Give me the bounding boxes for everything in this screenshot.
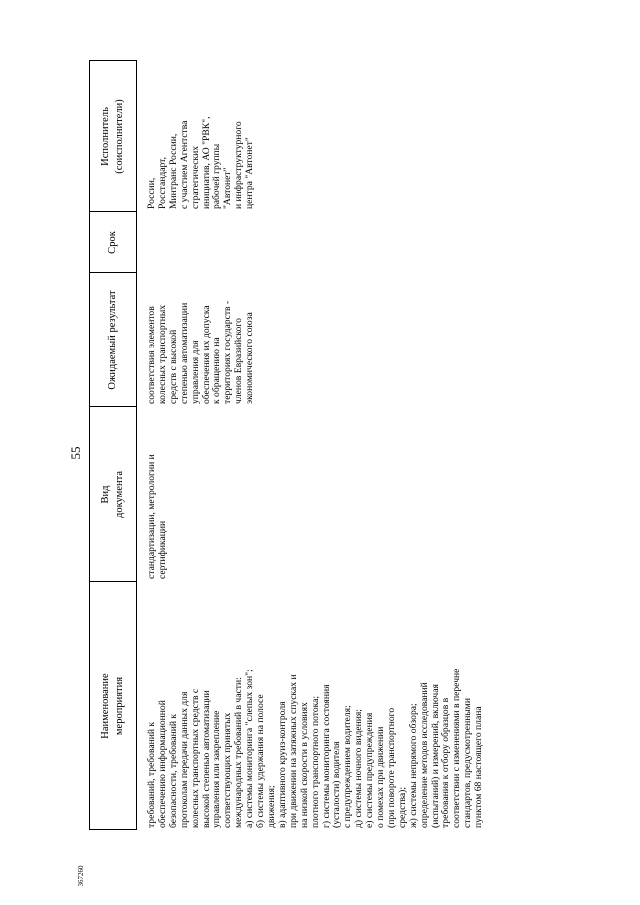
text-line: г) системы мониторинга состояния	[320, 684, 332, 828]
text-line: сертификации	[156, 520, 168, 579]
text-line: управления или закрепление	[211, 710, 223, 828]
text-line: соответствия элементов	[146, 306, 157, 404]
text-line: колесных транспортных	[156, 304, 168, 404]
text-line: о помехах при движении	[375, 726, 387, 828]
text-line: соответствующих принятых	[222, 712, 234, 828]
header-label: Наименование	[100, 673, 112, 739]
text-line: средства);	[396, 786, 408, 828]
cell-executor	[147, 62, 256, 209]
header-name-of-measure	[89, 582, 136, 830]
header-expected-result	[89, 273, 136, 407]
header-label: (соисполнители)	[113, 99, 125, 174]
text-line: ж) системы непрямого обзора;	[407, 703, 419, 828]
text-line: при движении на затяжных спусках и	[287, 674, 299, 828]
text-line: безопасности, требований к	[167, 713, 179, 828]
measures-table	[89, 60, 549, 830]
text-line: соответствии с изменениями в перечне	[451, 668, 463, 828]
text-line: (при повороте транспортного	[385, 707, 397, 828]
cell-measure-name	[147, 584, 485, 828]
text-line: территориях государств -	[222, 300, 234, 404]
text-line: требований, требований к	[146, 721, 157, 828]
text-line: требования к отбору образцов в	[440, 697, 452, 828]
header-label: Исполнитель	[100, 107, 112, 166]
header-label: Ожидаемый результат	[106, 290, 118, 390]
text-line: с участием Агентства	[178, 120, 190, 209]
header-label: мероприятия	[113, 676, 125, 736]
document-code: 367260	[77, 865, 85, 887]
text-line: д) системы ночного видения;	[353, 709, 365, 828]
text-line: средств с высокой	[167, 329, 179, 404]
text-line: стандартизации, метрологии и	[146, 454, 157, 579]
text-line: управления для	[189, 340, 201, 404]
header-label: документа	[113, 471, 125, 518]
cell-document-type	[147, 409, 169, 579]
text-line: "Автонет"	[222, 167, 234, 209]
header-bottom-rule	[136, 60, 137, 830]
text-line: б) системы удержания на полосе	[255, 694, 267, 828]
text-line: обеспечению информационной	[156, 700, 168, 828]
text-line: движения;	[265, 785, 277, 828]
header-deadline	[89, 212, 136, 273]
text-line: колесных транспортных средств с	[189, 688, 201, 828]
cell-expected-result	[147, 274, 256, 404]
text-line: к обращению на	[211, 337, 223, 404]
text-line: пунктом 68 настоящего плана	[473, 706, 485, 828]
text-line: экономического союза	[244, 312, 256, 404]
text-line: членов Евразийского	[233, 318, 245, 404]
text-line: стратегических	[189, 145, 201, 209]
text-line: рабочей группы	[211, 143, 223, 209]
text-line: центра "Автонет"	[244, 137, 256, 209]
text-line: (испытаний) и измерений, включая	[429, 684, 441, 828]
text-line: высокой степенью автоматизации	[200, 690, 212, 828]
text-line: инициатив, АО "РВК",	[200, 116, 212, 209]
header-label: Вид	[100, 485, 112, 504]
text-line: стандартов, предусмотренными	[462, 698, 474, 828]
header-executor	[89, 61, 136, 212]
text-line: с предупреждением водителя;	[342, 705, 354, 828]
page-number: 55	[68, 446, 83, 460]
text-line: плотного транспортного потока;	[309, 695, 321, 828]
header-document-type	[89, 407, 136, 582]
text-line: е) системы предупреждения	[364, 712, 376, 828]
text-line: международных требований в части:	[233, 677, 245, 828]
text-line: степенью автоматизации	[178, 302, 190, 404]
text-line: и инфраструктурного	[233, 121, 245, 209]
text-line: Росстандарт,	[156, 156, 168, 209]
text-line: (усталости) водителя	[331, 741, 343, 828]
header-label: Срок	[106, 231, 118, 254]
text-line: в) адаптивного круиз-контроля	[276, 701, 288, 828]
text-line: обеспечения их допуска	[200, 305, 212, 404]
text-line: Минтранс России,	[167, 133, 179, 209]
rotated-table-container	[89, 60, 549, 830]
text-line: России,	[146, 177, 157, 209]
text-line: протоколам передачи данных для	[178, 691, 190, 828]
text-line: определение методов исследований	[418, 682, 430, 828]
text-line: а) системы мониторинга "слепых зон";	[244, 669, 256, 828]
text-line: на низкой скорости в условиях	[298, 702, 310, 828]
